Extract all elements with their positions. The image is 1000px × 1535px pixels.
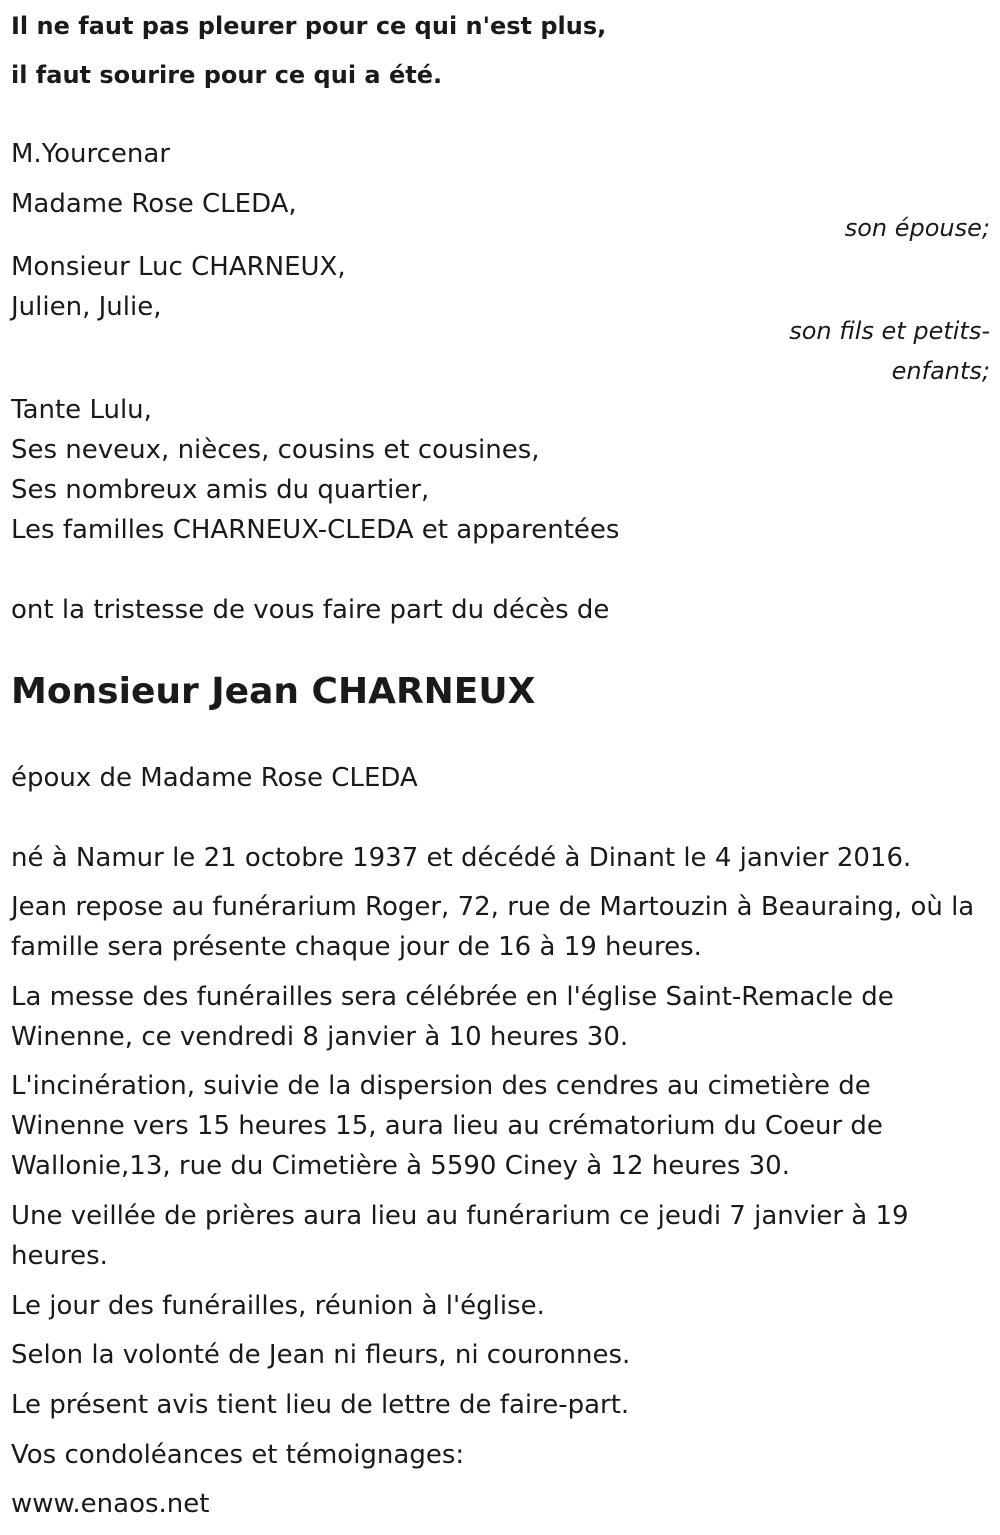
detail-meeting: Le jour des funérailles, réunion à l'église. (11, 1291, 545, 1321)
detail-vigil-line-2: heures. (11, 1241, 108, 1271)
grandchildren: Julien, Julie, (11, 292, 162, 322)
detail-cremation-line-3: Wallonie,13, rue du Cimetière à 5590 Ciney à 12 heures 30. (11, 1151, 790, 1181)
detail-wake-line-2: famille sera présente chaque jour de 16 à 19 heures. (11, 932, 702, 962)
website-link[interactable]: www.enaos.net (11, 1489, 210, 1519)
detail-mass-line-1: La messe des funérailles sera célébrée en l'église Saint-Remacle de (11, 982, 894, 1012)
detail-notice: Le présent avis tient lieu de lettre de faire-part. (11, 1390, 630, 1420)
spouse-relation: son épouse; (844, 214, 990, 242)
other-family-4: Les familles CHARNEUX-CLEDA et apparentées (11, 515, 620, 545)
son-name: Monsieur Luc CHARNEUX, (11, 252, 346, 282)
detail-mass-line-2: Winenne, ce vendredi 8 janvier à 10 heures 30. (11, 1022, 629, 1052)
detail-cremation-line-1: L'incinération, suivie de la dispersion des cendres au cimetière de (11, 1071, 871, 1101)
detail-cremation-line-2: Winenne vers 15 heures 15, aura lieu au crématorium du Coeur de (11, 1111, 883, 1141)
other-family-1: Tante Lulu, (11, 395, 152, 425)
detail-no-flowers: Selon la volonté de Jean ni fleurs, ni couronnes. (11, 1340, 631, 1370)
quote-author: M.Yourcenar (11, 139, 171, 169)
other-family-3: Ses nombreux amis du quartier, (11, 475, 430, 505)
spouse-name: Madame Rose CLEDA, (11, 189, 297, 219)
son-relation-line-2: enfants; (891, 357, 990, 385)
detail-vigil-line-1: Une veillée de prières aura lieu au funérarium ce jeudi 7 janvier à 19 (11, 1201, 909, 1231)
deceased-spouse-of: époux de Madame Rose CLEDA (11, 763, 418, 793)
son-relation-line-1: son fils et petits- (789, 317, 990, 345)
deceased-name: Monsieur Jean CHARNEUX (11, 671, 536, 712)
quote-line-2: il faut sourire pour ce qui a été. (11, 61, 443, 89)
detail-wake-line-1: Jean repose au funérarium Roger, 72, rue de Martouzin à Beauraing, où la (11, 892, 975, 922)
other-family-2: Ses neveux, nièces, cousins et cousines, (11, 435, 540, 465)
detail-condolences: Vos condoléances et témoignages: (11, 1440, 465, 1470)
announcement: ont la tristesse de vous faire part du décès de (11, 595, 610, 625)
deceased-birth-death: né à Namur le 21 octobre 1937 et décédé à Dinant le 4 janvier 2016. (11, 843, 912, 873)
quote-line-1: Il ne faut pas pleurer pour ce qui n'est plus, (11, 12, 607, 40)
